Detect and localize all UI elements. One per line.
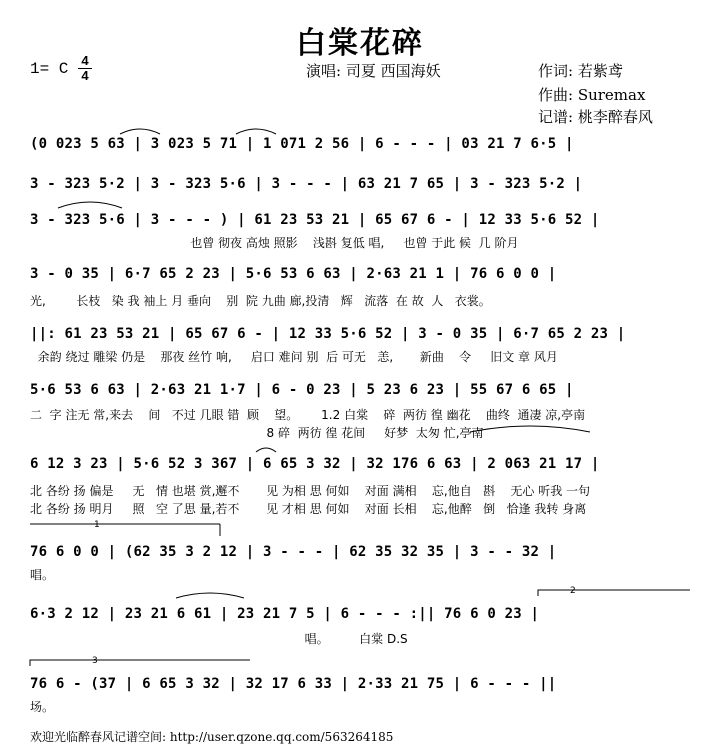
- volta-2: [538, 590, 690, 596]
- lyric-line: 8 碎 两彷 徨 花间 好梦 太匆 忙,亭南: [30, 426, 484, 440]
- notation-line: (0 023 5 63 | 3 023 5 71 | 1 071 2 56 | 6 - - - | 03 21 7 6·5 |: [30, 136, 574, 152]
- notation-line: 6·3 2 12 | 23 21 6 61 | 23 21 7 5 | 6 - - - :|| 76 6 0 23 |: [30, 606, 540, 622]
- notation-line: 6 12 3 23 | 5·6 52 3 367 | 6 65 3 32 | 32 176 6 63 | 2 063 21 17 |: [30, 456, 600, 472]
- notation-line: 76 6 0 0 | (62 35 3 2 12 | 3 - - - | 62 35 32 35 | 3 - - 32 |: [30, 544, 557, 560]
- score-title: 白棠花碎: [296, 26, 424, 61]
- lyric-line: 光, 长枝 染 我 袖上 月 垂向 别 院 九曲 廊,投清 辉 流落 在 故 人 衣裳。: [30, 294, 491, 308]
- lyric-line: 唱。 白棠 D.S: [30, 632, 408, 646]
- notation-line: ||: 61 23 53 21 | 65 67 6 - | 12 33 5·6 52 | 3 - 0 35 | 6·7 65 2 23 |: [30, 326, 626, 342]
- meter-top: 4: [78, 54, 92, 69]
- footer-link[interactable]: 欢迎光临醉春风记谱空间: http://user.qzone.qq.com/563264185: [30, 730, 394, 744]
- lyric-line: 北 各纷 扬 明月 照 空 了思 量,若不 见 才相 思 何如 对面 长相 忘,他醉 倒 恰逢 我转 身离: [30, 502, 587, 516]
- lyric-line: 也曾 彻夜 高烛 照影 浅斟 复低 唱, 也曾 于此 候 几 阶月: [30, 236, 519, 250]
- notation-line: 3 - 323 5·2 | 3 - 323 5·6 | 3 - - - | 63 21 7 65 | 3 - 323 5·2 |: [30, 176, 583, 192]
- lyric-line: 北 各纷 扬 偏是 无 情 也堪 赏,邂不 见 为相 思 何如 对面 满相 忘,他自 斟 无心 听我 一句: [30, 484, 591, 498]
- volta-2-label: 2: [570, 586, 576, 596]
- volta-1: [30, 524, 220, 536]
- notation-line: 5·6 53 6 63 | 2·63 21 1·7 | 6 - 0 23 | 5 23 6 23 | 55 67 6 65 |: [30, 382, 574, 398]
- volta-3-label: 3: [92, 656, 98, 666]
- notation-line: 3 - 0 35 | 6·7 65 2 23 | 5·6 53 6 63 | 2·63 21 1 | 76 6 0 0 |: [30, 266, 557, 282]
- notation-line: 76 6 - (37 | 6 65 3 32 | 32 17 6 33 | 2·33 21 75 | 6 - - - ||: [30, 676, 557, 692]
- notation-line: 3 - 323 5·6 | 3 - - - ) | 61 23 53 21 | 65 67 6 - | 12 33 5·6 52 |: [30, 212, 600, 228]
- lyric-line: 唱。: [30, 568, 55, 582]
- key-signature: 1= C: [30, 60, 69, 78]
- lyric-line: 余韵 绕过 雕梁 仍是 那夜 丝竹 响, 启口 难问 别 后 可无 恙, 新曲 令 旧文 章 风月: [30, 350, 558, 364]
- meter-bottom: 4: [81, 68, 89, 83]
- lyricist-credit: 作词: 若紫鸢: [538, 62, 623, 80]
- volta-3: [30, 660, 250, 666]
- volta-1-label: 1: [94, 520, 100, 530]
- time-signature: [78, 54, 92, 83]
- lyric-line: 场。: [30, 700, 55, 714]
- composer-credit: 作曲: Suremax: [538, 86, 646, 104]
- lyric-line: 二 字 注无 常,来去 间 不过 几眼 错 顾 望。 1.2 白棠 碎 两彷 徨 幽花 曲终 通凄 凉,亭南: [30, 408, 586, 422]
- singers-credit: 演唱: 司夏 西国海妖: [306, 62, 441, 80]
- transcriber-credit: 记谱: 桃李醉春风: [538, 108, 653, 126]
